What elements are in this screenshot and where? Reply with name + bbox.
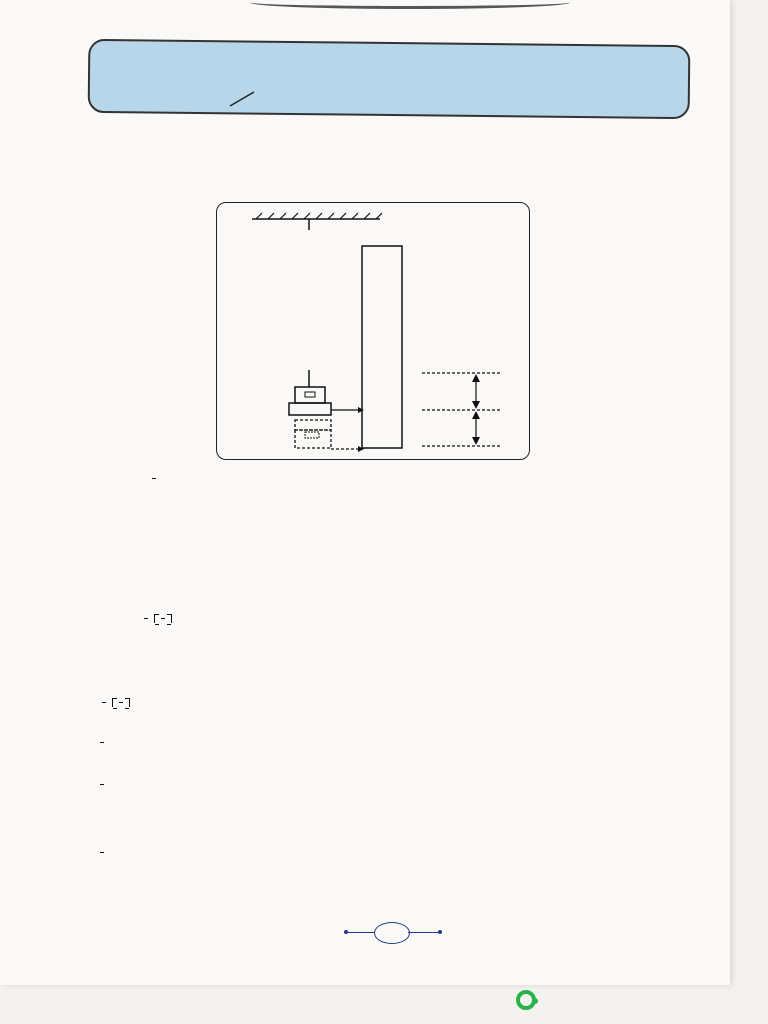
oken-scanner-logo-icon [516, 990, 536, 1010]
page-dot-left [344, 930, 348, 934]
equation-4 [98, 742, 106, 743]
formula-line [138, 478, 174, 479]
spring-mass-diagram [216, 202, 530, 460]
pen-tick-mark [228, 88, 258, 108]
scanner-watermark [516, 990, 546, 1010]
equation-5 [98, 784, 106, 785]
equation-3 [100, 698, 130, 707]
title-banner [88, 39, 691, 119]
weight-block-top [295, 387, 325, 403]
equation-7 [98, 852, 106, 853]
page-number [374, 922, 410, 944]
weight-block-bottom [289, 403, 331, 415]
page-number-line-right [408, 932, 440, 933]
half-fraction [152, 478, 156, 479]
page-dot-right [438, 930, 442, 934]
equation-1 [142, 614, 172, 623]
rigid-support-hatch [256, 213, 382, 219]
page-number-line-left [346, 932, 374, 933]
metre-scale-body [362, 246, 402, 448]
